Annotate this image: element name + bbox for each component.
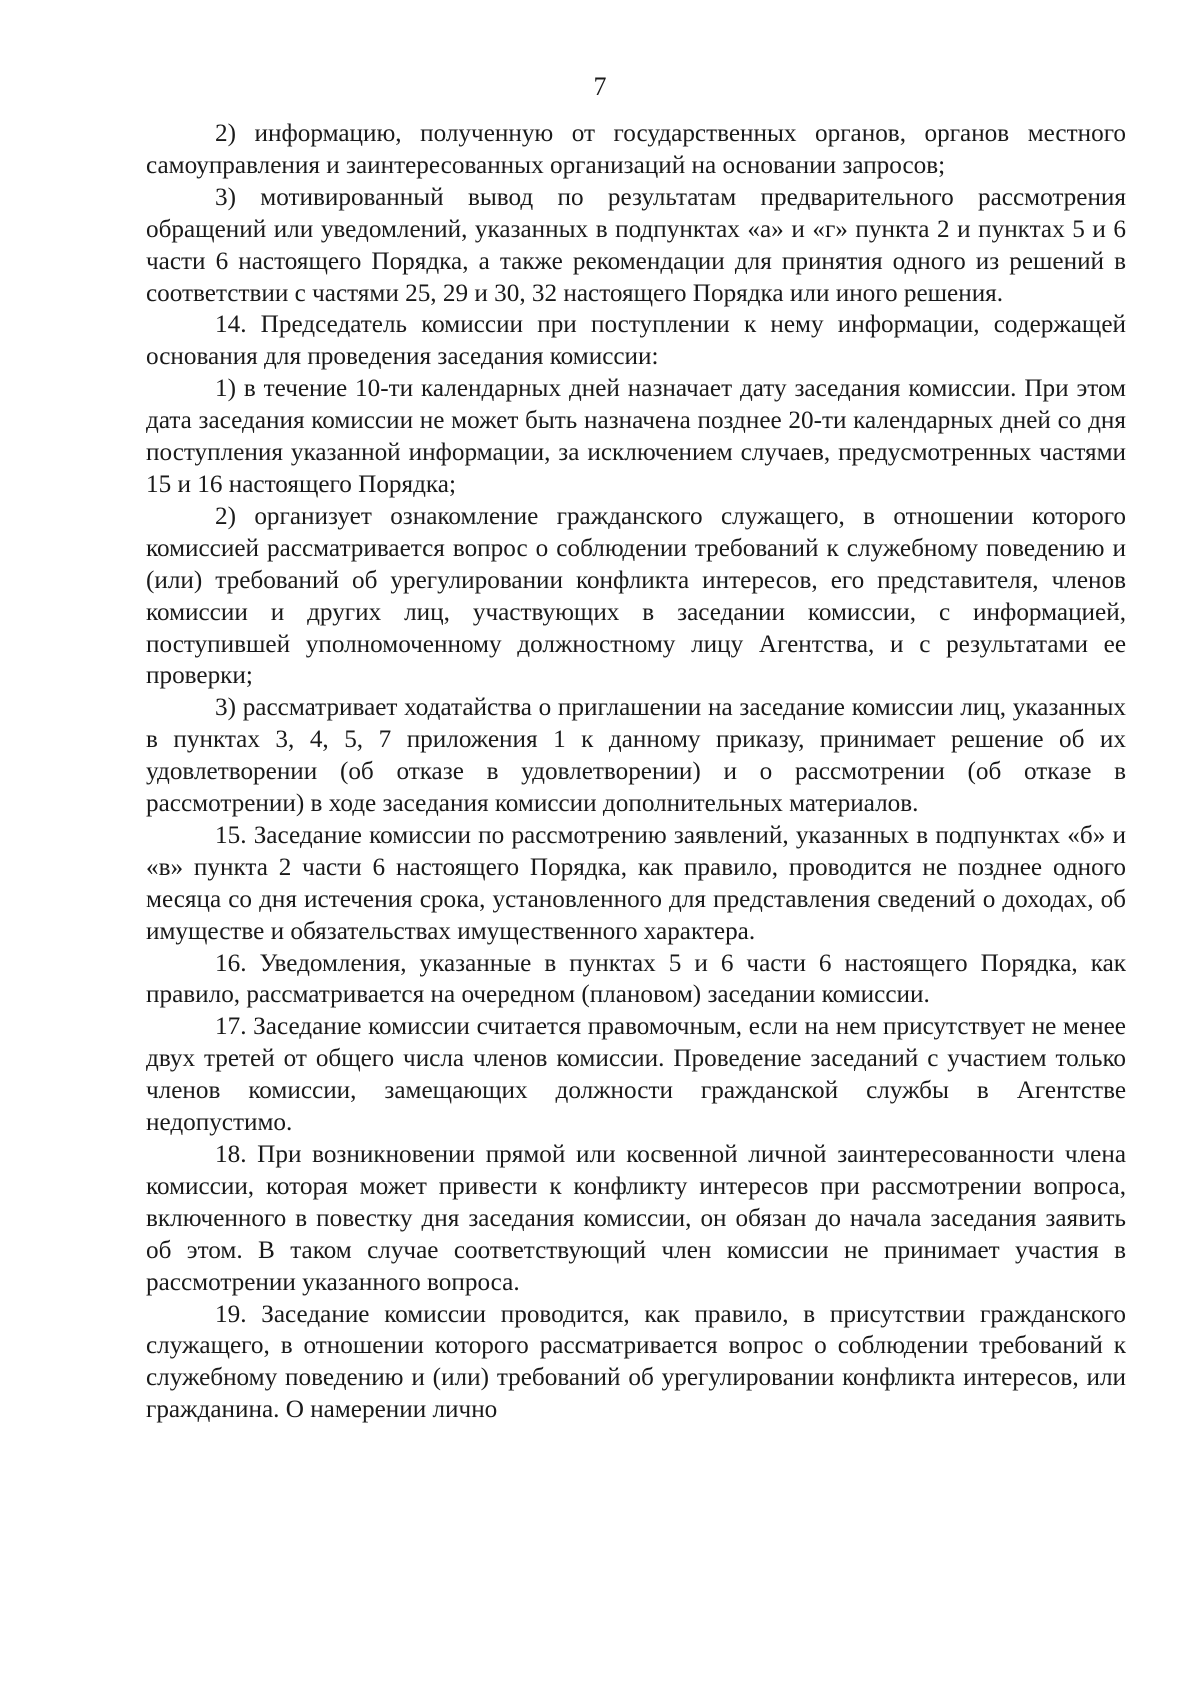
- paragraph-18-conflict-of-interest: 18. При возникновении прямой или косвенной личной заинтересованности члена комиссии, которая может привести к конфликту интересов при рассмотрении вопроса, включенного в повестку дня заседания комиссии, он обязан до начала заседания заявить об этом. В таком случае соответствующий член комиссии не принимает участия в рассмотрении указанного вопроса.: [146, 1141, 1126, 1296]
- paragraph-14-3-petitions: 3) рассматривает ходатайства о приглашении на заседание комиссии лиц, указанных в пунктах 3, 4, 5, 7 приложения 1 к данному приказу, принимает решение об их удовлетворении (об отказе в удовлетворении) и о рассмотрении (об отказе в рассмотрении) в ходе заседания комиссии дополнительных материалов.: [146, 694, 1126, 818]
- paragraph-14-2-familiarization: 2) организует ознакомление гражданского служащего, в отношении которого комиссией рассматривается вопрос о соблюдении требований к служебному поведению и (или) требований об урегулировании конфликта интересов, его представителя, членов комиссии и других лиц, участвующих в заседании комиссии, с информацией, поступившей уполномоченному должностному лицу Агентства, и с результатами ее проверки;: [146, 502, 1126, 690]
- paragraph-2-information: 2) информацию, полученную от государственных органов, органов местного самоуправления и заинтересованных организаций на основании запросов;: [146, 120, 1126, 179]
- document-body: [146, 118, 1126, 1426]
- paragraph-3-motivated-conclusion: 3) мотивированный вывод по результатам предварительного рассмотрения обращений или уведомлений, указанных в подпунктах «а» и «г» пункта 2 и пунктах 5 и 6 части 6 настоящего Порядка, а также рекомендации для принятия одного из решений в соответствии с частями 25, 29 и 30, 32 настоящего Порядка или иного решения.: [146, 183, 1126, 307]
- paragraph-14-1-meeting-date: 1) в течение 10-ти календарных дней назначает дату заседания комиссии. При этом дата заседания комиссии не может быть назначена позднее 20-ти календарных дней со дня поступления указанной информации, за исключением случаев, предусмотренных частями 15 и 16 настоящего Порядка;: [146, 375, 1126, 498]
- paragraph-15-applications: 15. Заседание комиссии по рассмотрению заявлений, указанных в подпунктах «б» и «в» пункта 2 части 6 настоящего Порядка, как правило, проводится не позднее одного месяца со дня истечения срока, установленного для представления сведений о доходах, об имуществе и обязательствах имущественного характера.: [146, 821, 1126, 945]
- paragraph-14-chairman: 14. Председатель комиссии при поступлении к нему информации, содержащей основания для проведения заседания комиссии:: [146, 311, 1126, 371]
- paragraph-19-attendance: 19. Заседание комиссии проводится, как правило, в присутствии гражданского служащего, в отношении которого рассматривается вопрос о соблюдении требований к служебному поведению и (или) требований об урегулировании конфликта интересов, или гражданина. О намерении лично: [146, 1300, 1126, 1424]
- paragraph-16-notifications: 16. Уведомления, указанные в пунктах 5 и 6 части 6 настоящего Порядка, как правило, рассматривается на очередном (плановом) заседании комиссии.: [146, 949, 1126, 1009]
- paragraph-17-quorum: 17. Заседание комиссии считается правомочным, если на нем присутствует не менее двух третей от общего числа членов комиссии. Проведение заседаний с участием только членов комиссии, замещающих должности гражданской службы в Агентстве недопустимо.: [146, 1013, 1126, 1137]
- page-number: 7: [593, 72, 607, 101]
